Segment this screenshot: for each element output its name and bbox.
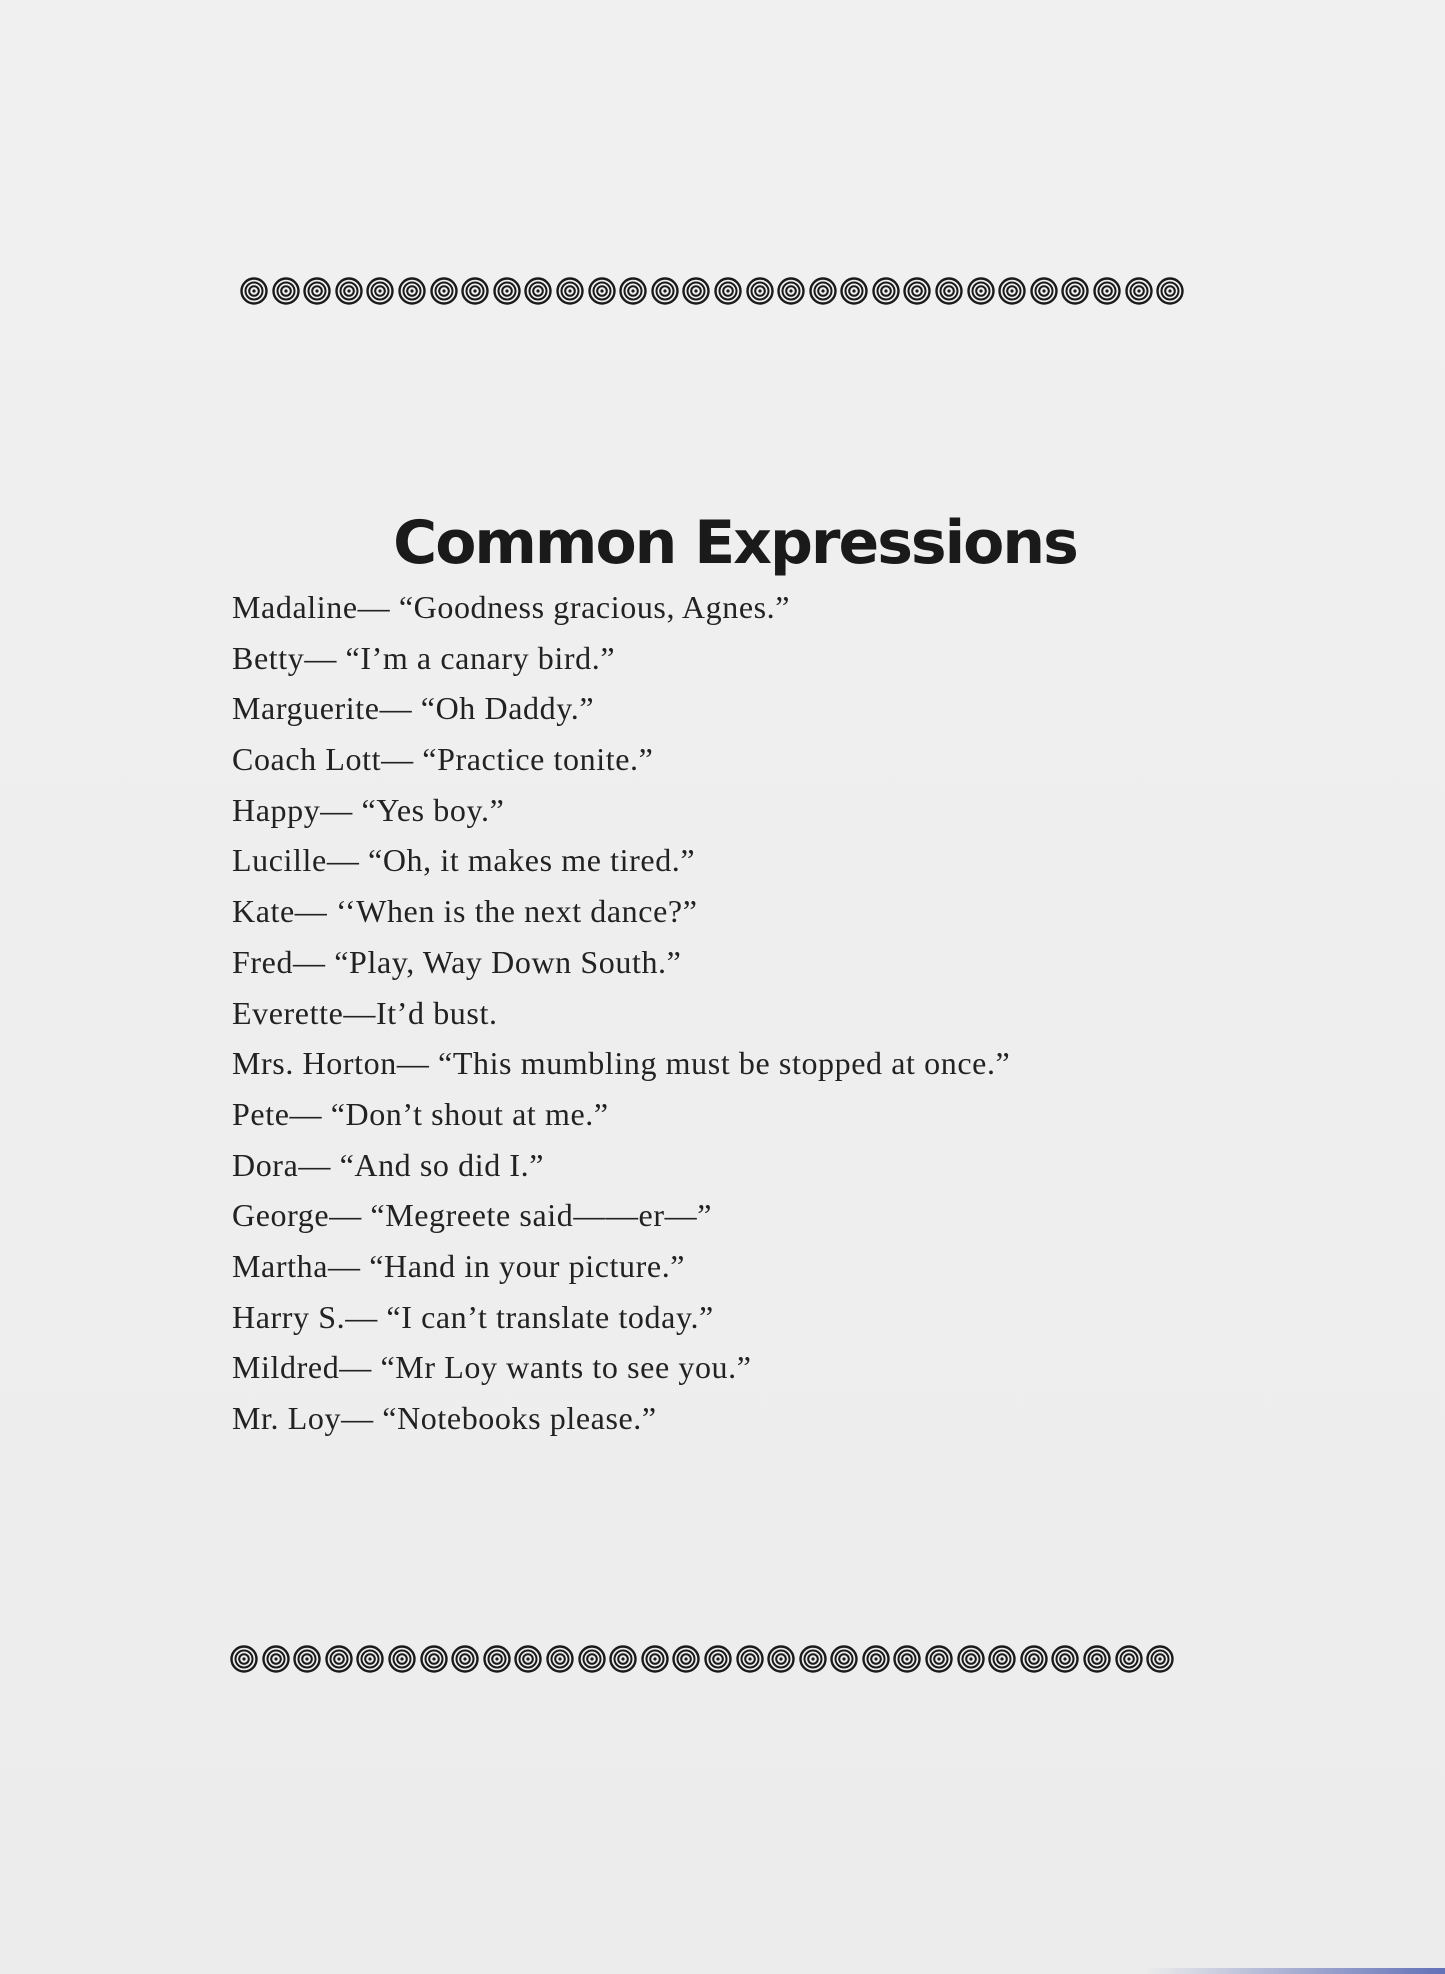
concentric-circle-icon [862,1645,890,1673]
concentric-circle-icon [903,277,931,305]
concentric-circle-icon [303,277,331,305]
concentric-circle-icon [1020,1645,1048,1673]
concentric-circle-icon [325,1645,353,1673]
expression-list [232,582,1010,1444]
concentric-circle-icon [651,277,679,305]
concentric-circle-icon [967,277,995,305]
concentric-circle-icon [230,1645,258,1673]
expression-line: Coach Lott— “Practice tonite.” [232,741,654,778]
concentric-circle-icon [578,1645,606,1673]
expression-line: Fred— “Play, Way Down South.” [232,943,682,980]
top-ornamental-border [240,274,1188,308]
concentric-circle-icon [1093,277,1121,305]
concentric-circle-icon [524,277,552,305]
concentric-circle-icon [293,1645,321,1673]
concentric-circle-icon [420,1645,448,1673]
concentric-circle-icon [957,1645,985,1673]
expression-line: Madaline— “Goodness gracious, Agnes.” [232,589,791,625]
concentric-circle-icon [746,277,774,305]
concentric-circle-icon [777,277,805,305]
concentric-circle-icon [1115,1645,1143,1673]
concentric-circle-icon [556,277,584,305]
expression-line: Mrs. Horton— “This mumbling must be stopped at once.” [232,1045,1011,1082]
concentric-circle-icon [799,1645,827,1673]
scan-edge-mark [1145,1968,1445,1974]
concentric-circle-icon [988,1645,1016,1673]
concentric-circle-icon [609,1645,637,1673]
concentric-circle-icon [872,277,900,305]
expression-line: Kate— ‘‘When is the next dance?” [232,893,698,930]
expression-line: Martha— “Hand in your picture.” [232,1247,686,1284]
concentric-circle-icon [830,1645,858,1673]
concentric-circle-icon [619,277,647,305]
concentric-circle-icon [1083,1645,1111,1673]
concentric-circle-icon [451,1645,479,1673]
concentric-circle-icon [335,277,363,305]
expression-line: Everette—It’d bust. [232,994,498,1031]
concentric-circle-icon [493,277,521,305]
concentric-circle-icon [388,1645,416,1673]
concentric-circle-icon [736,1645,764,1673]
concentric-circle-icon [1051,1645,1079,1673]
concentric-circle-icon [240,277,268,305]
expression-line: Lucille— “Oh, it makes me tired.” [232,842,696,879]
concentric-circle-icon [809,277,837,305]
expression-line: Marguerite— “Oh Daddy.” [232,690,595,727]
expression-line: Pete— “Don’t shout at me.” [232,1095,609,1132]
expression-line: Happy— “Yes boy.” [232,791,505,828]
concentric-circle-icon [1061,277,1089,305]
concentric-circle-icon [672,1645,700,1673]
concentric-circle-icon [714,277,742,305]
concentric-circle-icon [1156,277,1184,305]
concentric-circle-icon [272,277,300,305]
bottom-ornamental-border [230,1642,1178,1676]
concentric-circle-icon [1030,277,1058,305]
concentric-circle-icon [430,277,458,305]
expression-line: Harry S.— “I can’t translate today.” [232,1298,714,1335]
concentric-circle-icon [641,1645,669,1673]
concentric-circle-icon [840,277,868,305]
expression-line: Dora— “And so did I.” [232,1146,545,1183]
concentric-circle-icon [925,1645,953,1673]
concentric-circle-icon [262,1645,290,1673]
concentric-circle-icon [767,1645,795,1673]
page-title: Common Expressions [393,508,1077,578]
concentric-circle-icon [356,1645,384,1673]
concentric-circle-icon [398,277,426,305]
concentric-circle-icon [935,277,963,305]
expression-line: Betty— “I’m a canary bird.” [232,639,616,676]
expression-line: Mildred— “Mr Loy wants to see you.” [232,1349,752,1386]
concentric-circle-icon [588,277,616,305]
concentric-circle-icon [682,277,710,305]
expression-line: George— “Megreete said——er—” [232,1197,713,1234]
concentric-circle-icon [483,1645,511,1673]
concentric-circle-icon [893,1645,921,1673]
concentric-circle-icon [704,1645,732,1673]
concentric-circle-icon [1125,277,1153,305]
concentric-circle-icon [514,1645,542,1673]
concentric-circle-icon [1146,1645,1174,1673]
concentric-circle-icon [461,277,489,305]
concentric-circle-icon [546,1645,574,1673]
concentric-circle-icon [366,277,394,305]
expression-line: Mr. Loy— “Notebooks please.” [232,1400,657,1436]
concentric-circle-icon [998,277,1026,305]
